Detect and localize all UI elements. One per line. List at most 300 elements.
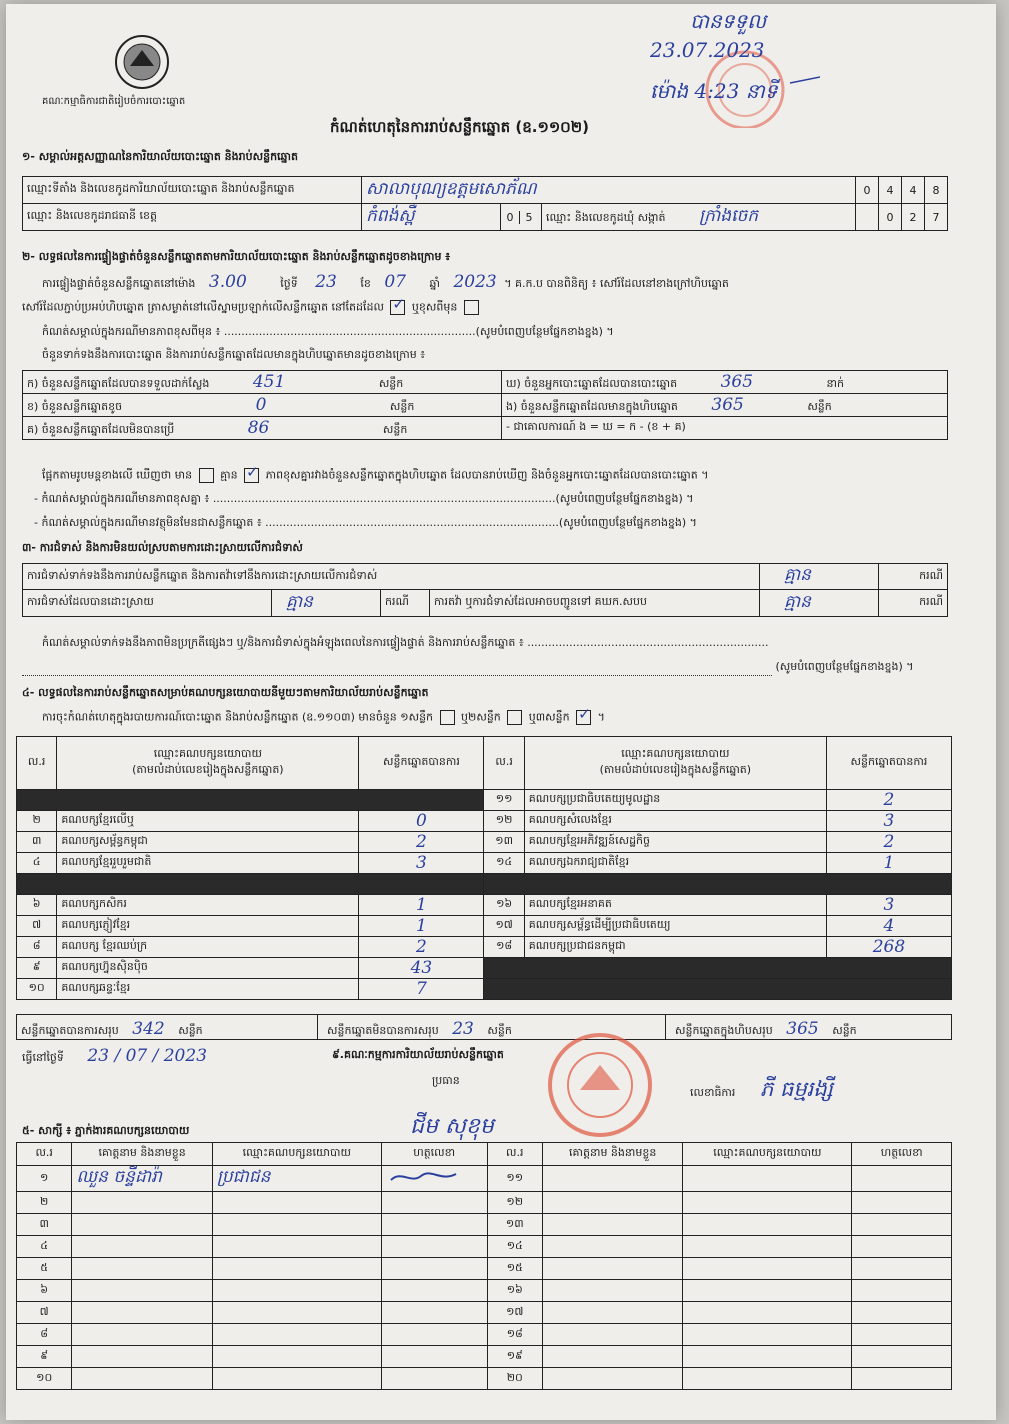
party-votes-cell bbox=[359, 832, 484, 853]
compare-post: ភាពខុសគ្នារវាងចំនួនសន្លឹកឆ្នោតក្នុងហិបឆ្នោត ដែលបានរាប់ឃើញ និងចំនួនអ្នកបោះឆ្នោតដែលបានបោះឆ្នោត ។ bbox=[265, 468, 709, 482]
note-foreign: - កំណត់សម្គាល់ក្នុងករណីមានវត្ថុមិនមែនជាសន្លឹកឆ្នោត ៖ ....................................................................................(សូមបំពេញបន្ថែមផ្នែកខាងខ្នង) ។ bbox=[34, 516, 697, 529]
col-votes: សន្លឹកឆ្នោតបានការ bbox=[826, 737, 951, 790]
party-votes[interactable]: 0 bbox=[416, 811, 427, 831]
witness-party-text[interactable]: ប្រជាជន bbox=[216, 1167, 271, 1187]
s1-row1-value-cell bbox=[362, 177, 856, 204]
witness-row bbox=[17, 1166, 952, 1192]
province-label: ឈ្មោះ និងលេខកូដរាជធានី ខេត្ត bbox=[27, 209, 157, 222]
party-votes[interactable]: 2 bbox=[416, 937, 427, 957]
section5-title: ៥- សាក្សី ៖ ភ្នាក់ងារគណបក្សនយោបាយ bbox=[22, 1124, 190, 1137]
row-e bbox=[502, 394, 948, 417]
party-name: គណបក្សភ្ញៀវខ្មែរ bbox=[57, 916, 359, 937]
witness-row bbox=[17, 1214, 952, 1236]
day-value[interactable]: 23 bbox=[315, 272, 337, 292]
party-votes[interactable]: 2 bbox=[883, 832, 895, 852]
signature-scribble-icon bbox=[386, 1168, 466, 1186]
witness-signature[interactable] bbox=[381, 1236, 487, 1258]
witness-name[interactable] bbox=[542, 1324, 682, 1346]
col-party bbox=[524, 737, 826, 790]
valid-value[interactable]: 342 bbox=[132, 1019, 165, 1039]
secretary-name[interactable]: ភី ធម្មរង្សី bbox=[760, 1077, 833, 1101]
invalid-value[interactable]: 23 bbox=[452, 1019, 474, 1039]
time-value[interactable]: 3.00 bbox=[208, 272, 247, 292]
province-value-cell bbox=[362, 204, 501, 231]
code-digit[interactable]: 4 bbox=[879, 177, 902, 204]
witness-party[interactable] bbox=[683, 1346, 852, 1368]
witness-signature[interactable] bbox=[381, 1192, 487, 1214]
section1-table bbox=[22, 176, 948, 231]
col-party-title: ឈ្មោះគណបក្សនយោបាយ bbox=[621, 747, 730, 760]
witness-no: ៧ bbox=[17, 1302, 72, 1324]
witness-signature[interactable] bbox=[852, 1346, 952, 1368]
row-d bbox=[502, 371, 948, 394]
witness-party[interactable] bbox=[212, 1324, 381, 1346]
code-digit[interactable]: 5 bbox=[525, 210, 533, 224]
w-col-sign: ហត្ថលេខា bbox=[381, 1143, 487, 1166]
compare-line bbox=[42, 463, 709, 485]
row-a-label: ក) ចំនួនសន្លឹកឆ្នោតដែលបានទទួលដាក់ស្លែង bbox=[27, 376, 210, 390]
three-sheets-label: ឬ៣សន្លឹក bbox=[528, 710, 570, 724]
has-diff-checkbox[interactable] bbox=[199, 468, 214, 483]
row-e-label: ង) ចំនួនសន្លឹកឆ្នោតដែលមានក្នុងហិបឆ្នោត bbox=[506, 399, 678, 413]
section2-line2 bbox=[22, 295, 482, 317]
witness-name[interactable] bbox=[72, 1166, 212, 1192]
row-a-value[interactable]: 451 bbox=[252, 371, 286, 392]
witness-party[interactable] bbox=[212, 1346, 381, 1368]
two-sheets-checkbox[interactable] bbox=[507, 710, 522, 725]
witness-signature[interactable] bbox=[852, 1368, 952, 1390]
witness-party[interactable] bbox=[212, 1368, 381, 1390]
stamp-time: ម៉ោង 4:23 នាទី bbox=[650, 79, 778, 103]
witness-name[interactable] bbox=[542, 1258, 682, 1280]
month-label: ខែ bbox=[360, 277, 371, 290]
party-name: គណបក្សឆន្ទៈខ្មែរ bbox=[57, 979, 359, 1000]
irregularity-note: កំណត់សម្គាល់ទាក់ទងនឹងភាពមិនប្រក្រតីផ្សេងៗ ឬ/និងការជំទាស់ក្នុងអំឡុងពេលនៃការផ្ទៀងផ្ទាត់ និងការរាប់សន្លឹកឆ្នោត ៖ ..................................................................... bbox=[42, 636, 769, 649]
party-votes-cell bbox=[359, 979, 484, 1000]
col-party bbox=[57, 737, 359, 790]
witness-signature[interactable] bbox=[381, 1324, 487, 1346]
witness-name[interactable] bbox=[72, 1192, 212, 1214]
witness-no: ៥ bbox=[17, 1258, 72, 1280]
invalid-label: សន្លឹកឆ្នោតមិនបានការសរុប bbox=[327, 1024, 439, 1037]
witness-party[interactable] bbox=[212, 1258, 381, 1280]
witness-signature[interactable] bbox=[381, 1368, 487, 1390]
witness-party[interactable] bbox=[212, 1166, 381, 1192]
vote-row bbox=[17, 811, 952, 832]
row-d-value[interactable]: 365 bbox=[720, 371, 754, 392]
witness-party[interactable] bbox=[683, 1280, 852, 1302]
party-votes[interactable]: 2 bbox=[883, 790, 895, 810]
section2-title: ២- លទ្ធផលនៃការផ្ទៀងផ្ទាត់ចំនួនសន្លឹកឆ្នោតតាមការិយាល័យបោះឆ្នោត និងរាប់សន្លឹកឆ្នោតដូចខាងក្រោម ៖ bbox=[22, 250, 451, 263]
year-value[interactable]: 2023 bbox=[453, 272, 497, 292]
commune-cell bbox=[542, 204, 856, 231]
one-sheet-checkbox[interactable] bbox=[440, 710, 455, 725]
unit: សន្លឹក bbox=[382, 422, 408, 436]
witness-signature[interactable] bbox=[381, 1214, 487, 1236]
witness-name[interactable] bbox=[72, 1324, 212, 1346]
invalid-total bbox=[327, 1019, 512, 1040]
party-votes-cell bbox=[826, 790, 951, 811]
party-no: ១៣ bbox=[484, 832, 524, 853]
party-no: ១១ bbox=[484, 790, 524, 811]
party-votes[interactable]: 43 bbox=[410, 958, 433, 978]
org-name: គណៈកម្មាធិការជាតិរៀបចំការបោះឆ្នោត bbox=[42, 96, 186, 107]
party-no: ១៧ bbox=[484, 916, 524, 937]
witness-no: ១ bbox=[17, 1166, 72, 1192]
witness-row bbox=[17, 1324, 952, 1346]
objection-label: ការជំទាស់ទាក់ទងនឹងការរាប់សន្លឹកឆ្នោត និងការតវ៉ាទៅនឹងការដោះស្រាយលើការជំទាស់ bbox=[23, 564, 760, 590]
witness-row bbox=[17, 1346, 952, 1368]
case-label: ករណី bbox=[381, 590, 430, 617]
party-no: ១៤ bbox=[484, 853, 524, 874]
party-no: ៩ bbox=[17, 958, 57, 979]
unit: សន្លឹក bbox=[178, 1024, 203, 1037]
witness-party[interactable] bbox=[683, 1166, 852, 1192]
witness-party[interactable] bbox=[683, 1214, 852, 1236]
witness-name[interactable] bbox=[542, 1214, 682, 1236]
unit: សន្លឹក bbox=[807, 399, 832, 413]
case-label: ករណី bbox=[879, 564, 948, 590]
all-value[interactable]: 365 bbox=[786, 1019, 819, 1039]
document-title: កំណត់ហេតុនៃការរាប់សន្លឹកឆ្នោត (ឧ.១១០២) bbox=[330, 118, 590, 136]
party-votes-cell bbox=[826, 937, 951, 958]
row-b-label: ខ) ចំនួនសន្លឹកឆ្នោតខូច bbox=[27, 399, 123, 413]
party-no: ១២ bbox=[484, 811, 524, 832]
time-label: ការផ្ទៀងផ្ទាត់ចំនួនសន្លឹកឆ្នោតនៅម៉ោង bbox=[42, 277, 196, 290]
party-votes-cell bbox=[359, 958, 484, 979]
forwarded-value-cell bbox=[760, 590, 879, 617]
section2-line3: កំណត់សម្គាល់ក្នុងករណីមានភាពខុសពីមុន ៖ ........................................................................(សូមបំពេញបន្ថែមផ្នែកខាងខ្នង) ។ bbox=[42, 325, 614, 338]
witness-name[interactable] bbox=[72, 1258, 212, 1280]
code-digit[interactable]: 8 bbox=[925, 177, 948, 204]
witness-party[interactable] bbox=[212, 1192, 381, 1214]
witness-no: ៩ bbox=[17, 1346, 72, 1368]
witness-no: ២ bbox=[17, 1192, 72, 1214]
code-digit[interactable]: 0 bbox=[501, 211, 520, 224]
witness-name[interactable] bbox=[542, 1192, 682, 1214]
w-col-name: គោត្តនាម និងនាមខ្លួន bbox=[72, 1143, 212, 1166]
vote-row bbox=[17, 916, 952, 937]
vote-row bbox=[17, 790, 952, 811]
witness-name[interactable] bbox=[542, 1346, 682, 1368]
party-votes-cell bbox=[826, 916, 951, 937]
s1-row1-label: ឈ្មោះទីតាំង និងលេខកូដការិយាល័យបោះឆ្នោត និងរាប់សន្លឹកឆ្នោត bbox=[23, 177, 362, 204]
witness-party[interactable] bbox=[683, 1302, 852, 1324]
witness-name[interactable] bbox=[542, 1368, 682, 1390]
witness-name[interactable] bbox=[72, 1302, 212, 1324]
witness-no: ១៣ bbox=[487, 1214, 542, 1236]
section4-title: ៤- លទ្ធផលនៃការរាប់សន្លឹកឆ្នោតសម្រាប់គណបក្សនយោបាយនីមួយៗតាមការិយាល័យរាប់សន្លឹកឆ្នោត bbox=[22, 686, 429, 699]
section2-line4: ចំនួនទាក់ទងនឹងការបោះឆ្នោត និងការរាប់សន្លឹកឆ្នោតដែលមានក្នុងហិបឆ្នោតមានដូចខាងក្រោម ៖ bbox=[42, 348, 426, 361]
code-digit[interactable]: 0 bbox=[879, 204, 902, 231]
party-votes[interactable]: 4 bbox=[883, 916, 895, 936]
party-no: ៤ bbox=[17, 853, 57, 874]
party-name: គណបក្សប្រជាធិបតេយ្យមូលដ្ឋាន bbox=[524, 790, 826, 811]
witness-party[interactable] bbox=[212, 1214, 381, 1236]
party-name: គណបក្សខ្មែរអនាគត bbox=[524, 895, 826, 916]
party-votes-cell bbox=[826, 895, 951, 916]
no-diff-checkbox[interactable]: ✓ bbox=[246, 463, 259, 481]
different-checkbox[interactable] bbox=[464, 300, 479, 315]
day-label: ថ្ងៃទី bbox=[280, 277, 298, 290]
red-seal-icon bbox=[540, 1030, 660, 1140]
party-votes-cell bbox=[359, 853, 484, 874]
witness-row bbox=[17, 1280, 952, 1302]
valid-label: សន្លឹកឆ្នោតបានការសរុប bbox=[21, 1024, 119, 1037]
w-col-no: ល.រ bbox=[17, 1143, 72, 1166]
witness-name[interactable] bbox=[542, 1302, 682, 1324]
party-votes[interactable]: 1 bbox=[416, 895, 427, 915]
vote-row bbox=[17, 832, 952, 853]
party-name: គណបក្សខ្មែរលើឬ bbox=[57, 811, 359, 832]
committee-title: ៩.គណៈកម្មការការិយាល័យរាប់សន្លឹកឆ្នោត bbox=[332, 1048, 504, 1061]
party-name: គណបក្សខ្មែររួបរួមជាតិ bbox=[57, 853, 359, 874]
witness-row bbox=[17, 1368, 952, 1390]
row-d-label: ឃ) ចំនួនអ្នកបោះឆ្នោតដែលបានបោះឆ្នោត bbox=[506, 376, 678, 390]
s1-row2-label bbox=[23, 204, 362, 231]
committee-seal bbox=[540, 1030, 660, 1144]
party-votes-cell bbox=[359, 937, 484, 958]
witness-party[interactable] bbox=[212, 1302, 381, 1324]
different-label: ឬខុសពីមុន bbox=[411, 300, 458, 314]
witness-table bbox=[16, 1142, 952, 1390]
stamp-line1: បានទទួល bbox=[690, 9, 767, 33]
redacted-row bbox=[484, 874, 952, 895]
unit: សន្លឹក bbox=[832, 1024, 857, 1037]
witness-name[interactable] bbox=[72, 1280, 212, 1302]
objection-value[interactable]: គ្មាន bbox=[784, 565, 811, 585]
witness-no: ៣ bbox=[17, 1214, 72, 1236]
party-votes[interactable]: 2 bbox=[416, 832, 427, 852]
witness-row bbox=[17, 1302, 952, 1324]
witness-name[interactable] bbox=[542, 1166, 682, 1192]
witness-signature[interactable] bbox=[852, 1280, 952, 1302]
objection-table bbox=[22, 563, 948, 617]
party-votes[interactable]: 268 bbox=[872, 937, 906, 957]
party-votes-cell bbox=[826, 853, 951, 874]
witness-name-text[interactable]: ឈួន ចន្ទីដារ៉ា bbox=[76, 1167, 162, 1187]
witness-no: ១៥ bbox=[487, 1258, 542, 1280]
secretary-label: លេខាធិការ bbox=[690, 1086, 736, 1099]
witness-no: ១០ bbox=[17, 1368, 72, 1390]
row-e-value[interactable]: 365 bbox=[711, 394, 744, 415]
row-b bbox=[23, 394, 502, 417]
row-c-value[interactable]: 86 bbox=[247, 417, 270, 438]
witness-signature[interactable] bbox=[381, 1346, 487, 1368]
totals-row bbox=[16, 1014, 952, 1040]
witness-signature[interactable] bbox=[381, 1166, 487, 1192]
party-votes[interactable]: 1 bbox=[883, 853, 895, 873]
party-votes-cell bbox=[359, 916, 484, 937]
witness-name[interactable] bbox=[72, 1214, 212, 1236]
section3-title: ៣- ការជំទាស់ និងការមិនយល់ស្របតាមការដោះស្រាយលើការជំទាស់ bbox=[22, 541, 303, 554]
witness-no: ១៧ bbox=[487, 1302, 542, 1324]
vote-results-table bbox=[16, 736, 952, 1000]
col-party-sub: (តាមលំដាប់លេខរៀងក្នុងសន្លឹកឆ្នោត) bbox=[132, 763, 284, 776]
witness-party[interactable] bbox=[683, 1368, 852, 1390]
code-digit[interactable]: 2 bbox=[902, 204, 925, 231]
witness-party[interactable] bbox=[683, 1324, 852, 1346]
province-code-cell bbox=[501, 204, 542, 231]
party-votes-cell bbox=[359, 811, 484, 832]
party-name: គណបក្ស ខ្មែរឈប់ក្រ bbox=[57, 937, 359, 958]
witness-no: ២០ bbox=[487, 1368, 542, 1390]
commune-value[interactable]: ក្រាំងចេក bbox=[699, 205, 759, 226]
note-end: (សូមបំពេញបន្ថែមផ្នែកខាងខ្នង) ។ bbox=[775, 660, 914, 673]
date-line bbox=[22, 1046, 207, 1067]
date-label: ធ្វើនៅថ្ងៃទី bbox=[22, 1051, 64, 1064]
witness-party[interactable] bbox=[683, 1192, 852, 1214]
section1-title: ១- សម្គាល់អត្តសញ្ញាណនៃការិយាល័យបោះឆ្នោត និងរាប់សន្លឹកឆ្នោត bbox=[22, 150, 298, 163]
vote-row bbox=[17, 937, 952, 958]
code-digit[interactable]: 7 bbox=[925, 204, 948, 231]
seal-check-text: សៅរ៍ដែលភ្ជាប់ប្រអប់ហិបឆ្នោត ត្រាសម្ងាត់នៅលើស្នាមប្រឡាក់លើសន្លឹកឆ្នោត នៅតែដដែល bbox=[22, 300, 384, 314]
year-label: ឆ្នាំ bbox=[429, 277, 440, 290]
witness-name[interactable] bbox=[542, 1236, 682, 1258]
party-name: គណបក្សឯករាជ្យជាតិខ្មែរ bbox=[524, 853, 826, 874]
witness-no: ១១ bbox=[487, 1166, 542, 1192]
party-no: ៣ bbox=[17, 832, 57, 853]
stamp-date: 23.07.2023 bbox=[650, 38, 765, 62]
witness-no: ១៨ bbox=[487, 1324, 542, 1346]
witness-no: ១៦ bbox=[487, 1280, 542, 1302]
date-value[interactable]: 23 / 07 / 2023 bbox=[87, 1046, 208, 1066]
vote-row bbox=[17, 874, 952, 895]
witness-no: ១៤ bbox=[487, 1236, 542, 1258]
witness-party[interactable] bbox=[212, 1236, 381, 1258]
unit: សន្លឹក bbox=[378, 376, 404, 390]
unit: សន្លឹក bbox=[487, 1024, 512, 1037]
party-votes[interactable]: 3 bbox=[883, 811, 895, 831]
witness-signature[interactable] bbox=[381, 1280, 487, 1302]
witness-name[interactable] bbox=[72, 1236, 212, 1258]
sheet-intro: ការចុះកំណត់ហេតុក្នុងរបាយការណ៍បោះឆ្នោត និងរាប់សន្លឹកឆ្នោត (ឧ.១១០៣) មានចំនួន ១សន្លឹក bbox=[42, 710, 434, 724]
party-votes[interactable]: 1 bbox=[416, 916, 427, 936]
witness-party[interactable] bbox=[683, 1258, 852, 1280]
witness-no: ៦ bbox=[17, 1280, 72, 1302]
resolved-value[interactable]: គ្មាន bbox=[286, 591, 313, 612]
party-name: គណបក្សខ្មែរអភិវឌ្ឍន៍សេដ្ឋកិច្ច bbox=[524, 832, 826, 853]
witness-no: ១៩ bbox=[487, 1346, 542, 1368]
two-sheets-label: ឬ២សន្លឹក bbox=[461, 710, 501, 724]
col-no: ល.រ bbox=[17, 737, 57, 790]
party-votes[interactable]: 3 bbox=[883, 895, 895, 915]
resolved-label: ការជំទាស់ដែលបានដោះស្រាយ bbox=[23, 590, 272, 617]
w-col-name: គោត្តនាម និងនាមខ្លួន bbox=[542, 1143, 682, 1166]
party-no: ៧ bbox=[17, 916, 57, 937]
witness-signature[interactable] bbox=[381, 1302, 487, 1324]
witness-name[interactable] bbox=[72, 1368, 212, 1390]
witness-no: ៨ bbox=[17, 1324, 72, 1346]
vote-row bbox=[17, 958, 952, 979]
vote-row bbox=[17, 895, 952, 916]
row-a bbox=[23, 371, 502, 394]
witness-name[interactable] bbox=[72, 1346, 212, 1368]
witness-party[interactable] bbox=[212, 1280, 381, 1302]
w-col-party: ឈ្មោះគណបក្សនយោបាយ bbox=[212, 1143, 381, 1166]
w-col-no: ល.រ bbox=[487, 1143, 542, 1166]
party-no: ១០ bbox=[17, 979, 57, 1000]
party-no: ១៦ bbox=[484, 895, 524, 916]
objection-value-cell bbox=[760, 564, 879, 590]
chair-label: ប្រធាន bbox=[432, 1074, 460, 1087]
party-name: គណបក្សសម្ព័ន្ធកម្ពុជា bbox=[57, 832, 359, 853]
party-votes[interactable]: 7 bbox=[416, 979, 427, 999]
redacted-row bbox=[17, 874, 484, 895]
witness-signature[interactable] bbox=[852, 1324, 952, 1346]
unit: សន្លឹក bbox=[389, 399, 415, 413]
vote-row bbox=[17, 853, 952, 874]
witness-signature[interactable] bbox=[381, 1258, 487, 1280]
all-label: សន្លឹកឆ្នោតក្នុងហិបសរុប bbox=[675, 1024, 773, 1037]
col-party-sub: (តាមលំដាប់លេខរៀងក្នុងសន្លឹកឆ្នោត) bbox=[599, 763, 752, 776]
unit: នាក់ bbox=[826, 376, 844, 390]
resolved-value-cell bbox=[272, 590, 381, 617]
vote-row bbox=[17, 979, 952, 1000]
row-b-value[interactable]: 0 bbox=[255, 394, 267, 415]
line1-post: ។ គ.ក.ប បានពិនិត្យ ៖ សៅរ៍ដែលនៅខាងក្រៅហិបឆ្នោត bbox=[504, 277, 729, 290]
three-sheets-checkbox[interactable]: ✓ bbox=[578, 705, 591, 723]
witness-signature[interactable] bbox=[852, 1166, 952, 1192]
party-name: គណបក្សហ្វ៊ុនស៊ិនប៉ិច bbox=[57, 958, 359, 979]
party-name: គណបក្សសំលេងខ្មែរ bbox=[524, 811, 826, 832]
party-no: ៦ bbox=[17, 895, 57, 916]
witness-signature[interactable] bbox=[852, 1258, 952, 1280]
count-table bbox=[22, 370, 948, 440]
redacted-row bbox=[17, 790, 484, 811]
code-digit[interactable]: 0 bbox=[856, 177, 879, 204]
receipt-stamp bbox=[650, 8, 820, 128]
same-checkbox[interactable]: ✓ bbox=[392, 295, 405, 313]
witness-name[interactable] bbox=[542, 1280, 682, 1302]
section2-line1 bbox=[42, 272, 729, 293]
nec-logo bbox=[112, 30, 182, 94]
polling-station-name[interactable]: សាលាបុណ្យឧត្តមសោភ័ណ bbox=[366, 178, 537, 199]
party-votes-cell bbox=[826, 832, 951, 853]
redacted-row bbox=[484, 979, 952, 1000]
party-votes-cell bbox=[826, 811, 951, 832]
case-label: ករណី bbox=[879, 590, 948, 617]
w-col-party: ឈ្មោះគណបក្សនយោបាយ bbox=[683, 1143, 852, 1166]
party-votes-cell bbox=[359, 895, 484, 916]
sheet-count-line: ការចុះកំណត់ហេតុក្នុងរបាយការណ៍បោះឆ្នោត និងរាប់សន្លឹកឆ្នោត (ឧ.១១០៣) មានចំនួន ១សន្លឹក ឬ២សន្លឹក ឬ៣សន្លឹក ✓ ។ bbox=[42, 705, 605, 724]
col-party-title: ឈ្មោះគណបក្សនយោបាយ bbox=[153, 747, 262, 760]
code-digit[interactable]: 4 bbox=[902, 177, 925, 204]
formula-cell: - ជាគោលការណ៍ ង = ឃ = ក - (ខ + គ) bbox=[502, 417, 948, 440]
witness-party[interactable] bbox=[683, 1236, 852, 1258]
compare-pre: ផ្អែកតាមរូបមន្តខាងលើ ឃើញថា មាន bbox=[42, 468, 193, 482]
nec-emblem-icon bbox=[112, 30, 182, 90]
forwarded-value[interactable]: គ្មាន bbox=[784, 591, 811, 612]
month-value[interactable]: 07 bbox=[384, 272, 406, 292]
party-votes[interactable]: 3 bbox=[416, 853, 427, 873]
chair-name[interactable]: ជីម សុខុម bbox=[410, 1114, 494, 1139]
witness-signature[interactable] bbox=[852, 1302, 952, 1324]
all-total bbox=[675, 1019, 857, 1040]
witness-signature[interactable] bbox=[852, 1192, 952, 1214]
col-votes: សន្លឹកឆ្នោតបានការ bbox=[359, 737, 484, 790]
forwarded-label: ការតវ៉ា ឬការជំទាស់ដែលអាចបញ្ជូនទៅ គឃក.សបប bbox=[430, 590, 760, 617]
redacted-row bbox=[484, 958, 952, 979]
witness-no: ១២ bbox=[487, 1192, 542, 1214]
witness-signature[interactable] bbox=[852, 1236, 952, 1258]
witness-row bbox=[17, 1258, 952, 1280]
party-no: ១៨ bbox=[484, 937, 524, 958]
party-name: គណបក្សសម្ព័ន្ធដើម្បីប្រជាធិបតេយ្យ bbox=[524, 916, 826, 937]
witness-signature[interactable] bbox=[852, 1214, 952, 1236]
province-value[interactable]: កំពង់ស្ពឺ bbox=[366, 205, 415, 226]
party-no: ២ bbox=[17, 811, 57, 832]
